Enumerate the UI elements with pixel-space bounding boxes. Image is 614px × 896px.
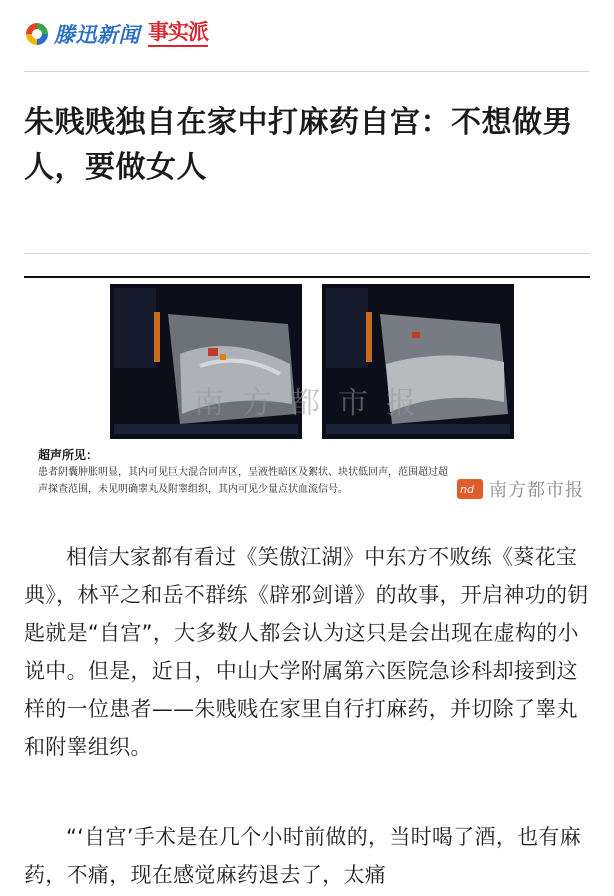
article-image[interactable] (24, 276, 590, 510)
nandu-logo-icon (457, 479, 483, 499)
image-source (457, 476, 584, 502)
brand-logo-icon[interactable] (24, 21, 50, 47)
image-caption-body: 患者阴囊肿胀明显，其内可见巨大混合回声区，呈液性暗区及絮状、块状低回声，范围超过超声探查范围，未见明确睾丸及附睾组织，其内可见少量点状血流信号。 (38, 467, 448, 495)
image-watermark: 南方都市报 (194, 386, 434, 421)
article-title: 朱贱贱独自在家中打麻药自宫：不想做男人，要做女人 (24, 105, 573, 185)
image-source-name: 南方都市报 (489, 480, 584, 501)
app-header (24, 14, 594, 54)
article-paragraph: 相信大家都有看过《笑傲江湖》中东方不败练《葵花宝典》，林平之和岳不群练《辟邪剑谱》的故事，开启神功的钥匙就是“自宫”，大多数人都会认为这只是会出现在虚构的小说中。但是，近日，中山大学附属第六医院急诊科却接到这样的一位患者——朱贱贱在家里自行打麻药，并切除了睾丸和附睾组织。 (24, 545, 589, 759)
column-tag[interactable]: 事实派 (148, 21, 208, 47)
title-divider (24, 253, 590, 254)
brand-name[interactable]: 滕迅新闻 (54, 23, 140, 47)
svg-text:nd: nd (460, 483, 474, 496)
image-caption-title: 超声所见： (38, 448, 99, 462)
header-divider (24, 71, 590, 72)
article-paragraph: “‘自宫’手术是在几个小时前做的，当时喝了酒，也有麻药，不痛，现在感觉麻药退去了，太痛 (24, 825, 582, 887)
